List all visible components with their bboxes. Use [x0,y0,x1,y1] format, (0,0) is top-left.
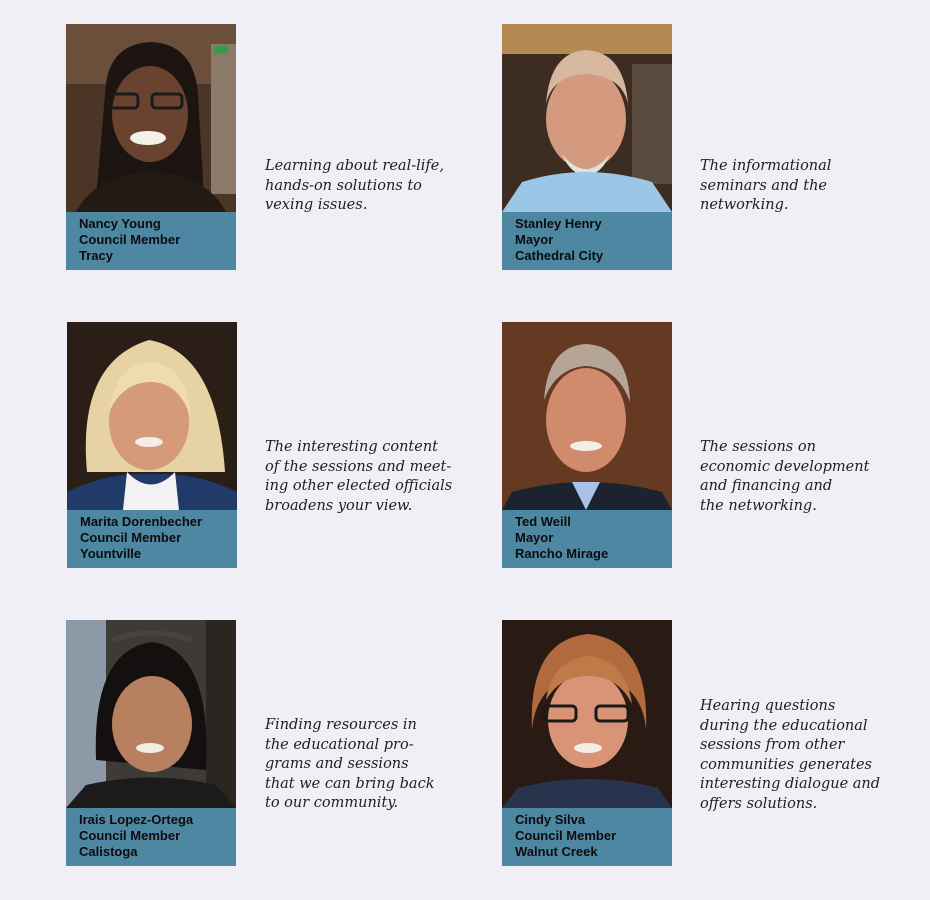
testimonial-quote [700,438,869,516]
testimonial-quote [265,716,434,814]
quote-line: seminars and the [700,177,827,194]
person-title: Council Member [79,232,181,247]
testimonial-card-marita-dorenbecher [67,322,237,568]
portrait-photo [502,24,672,212]
name-caption [502,510,672,568]
testimonial-quote [700,697,880,814]
portrait-photo [502,322,672,510]
quote-line: of the sessions and meet- [265,458,452,475]
person-city: Calistoga [79,844,138,859]
quote-line: sessions from other [700,737,845,753]
person-name: Cindy Silva [515,812,586,827]
quote-line: offers solutions. [700,795,818,812]
quote-line: ing other elected officials [265,478,453,494]
person-name: Nancy Young [79,216,161,231]
testimonial-quote [265,438,452,516]
quote-line: interesting dialogue and [700,776,881,792]
person-city: Cathedral City [515,248,604,263]
testimonial-card-nancy-young [66,24,236,270]
testimonial-card-irais-lopez-ortega [66,620,236,866]
name-caption [502,808,672,866]
testimonial-card-stanley-henry [502,24,672,270]
quote-line: grams and sessions [265,756,409,772]
person-title: Council Member [80,530,182,545]
person-name: Irais Lopez-Ortega [79,812,194,827]
quote-line: The interesting content [265,439,438,455]
quote-line: The informational [700,158,832,174]
quote-line: Finding resources in [265,717,417,733]
quote-line: the networking. [700,497,817,514]
portrait-photo [67,322,237,510]
person-name: Marita Dorenbecher [80,514,203,529]
quote-line: Learning about real-life, [265,158,444,174]
quote-line: The sessions on [700,439,816,455]
quote-line: communities generates [700,756,872,773]
person-city: Yountville [80,546,142,561]
quote-line: hands-on solutions to [265,177,422,194]
testimonial-quote [700,157,831,216]
person-title: Council Member [79,828,181,843]
person-title: Mayor [515,232,554,247]
portrait-photo [502,620,672,808]
quote-line: vexing issues. [265,197,368,213]
testimonial-quote [265,157,444,216]
name-caption [66,212,236,270]
person-name: Stanley Henry [515,216,602,231]
quote-line: Hearing questions [700,698,836,714]
name-caption [502,212,672,270]
person-city: Tracy [79,248,113,263]
testimonial-card-ted-weill [502,322,672,568]
quote-line: networking. [700,197,789,213]
testimonial-card-cindy-silva [502,620,672,866]
quote-line: broadens your view. [265,497,413,514]
person-name: Ted Weill [515,514,571,529]
person-city: Walnut Creek [515,844,598,859]
person-title: Mayor [515,530,554,545]
quote-line: and financing and [700,478,833,494]
quote-line: during the educational [700,717,868,734]
quote-line: that we can bring back [265,775,435,792]
quote-line: to our community. [265,795,399,811]
person-city: Rancho Mirage [515,546,609,561]
name-caption [67,510,237,568]
name-caption [66,808,236,866]
portrait-photo [66,24,236,212]
quote-line: economic development [700,458,870,475]
quote-line: the educational pro- [265,736,414,753]
person-title: Council Member [515,828,617,843]
portrait-photo [66,620,236,808]
